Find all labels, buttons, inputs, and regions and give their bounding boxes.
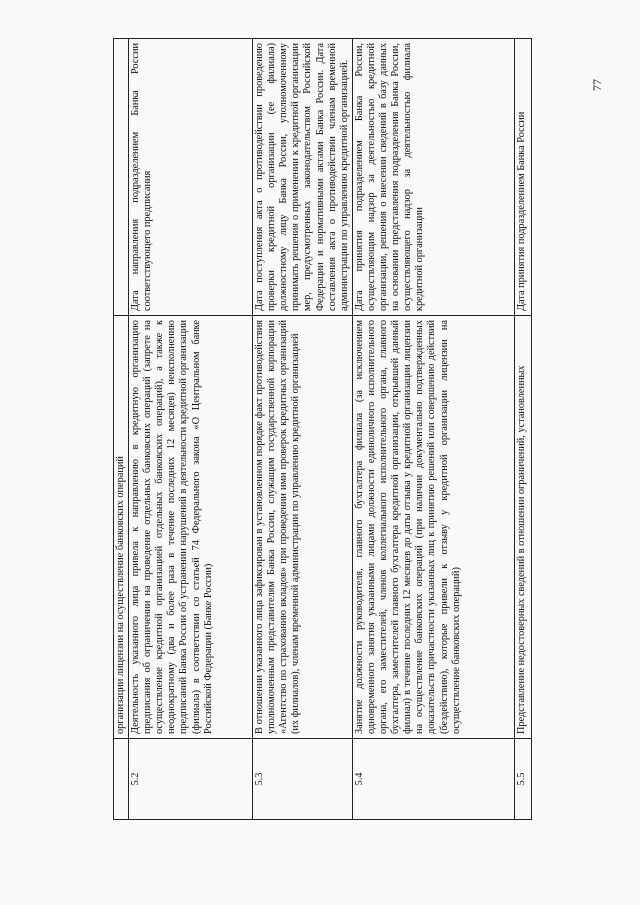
criterion-cell: Занятие должности руководителя, главного бухгалтера филиала (за исключением одновременного занятия указанными лицами должности единоличного исполнительного органа, его заместителей, членов коллегиального исполнительного органа, главного бухгалтера, заместителей главного бухгалтера кредитной организации, открывшей данный филиал) в течение последних 12 месяцев до даты отзыва у кредитной организации лицензии на осуществление банковских операций (при наличии документально подтвержденных доказательств причастности указанных лиц к принятию решений или совершению действий (бездействию), которые привели к отзыву у кредитной организации лицензии на осуществление банковских операций) xyxy=(352,316,514,739)
criterion-cell: организации лицензии на осуществление банковских операций xyxy=(114,316,129,739)
date-cell: Дата поступления акта о противодействии проведению проверки кредитной организации (ее филиала) должностному лицу Банка России, уполномоченному принимать решения о применении к кредитной организации мер, предусмотренных законодательством Российской Федерации и нормативными актами Банка России. Дата составления акта о противодействии членам временной администрации по управлению кредитной организацией. xyxy=(253,39,353,316)
criterion-cell: В отношении указанного лица зафиксирован в установленном порядке факт противодействия уполномоченным представителям Банка России, служащим государственной корпорации «Агентство по страхованию вкладов» при проведении ими проверок кредитных организаций (их филиалов), членам временной администрации по управлению кредитной организацией xyxy=(253,316,353,739)
table-row xyxy=(253,39,353,820)
table-row xyxy=(129,39,253,820)
row-number-cell: 5.4 xyxy=(352,739,514,820)
row-number-cell xyxy=(114,739,129,820)
date-cell: Дата направления подразделением Банка России соответствующего предписания xyxy=(129,39,253,316)
rotated-table-frame xyxy=(113,40,571,820)
table-row xyxy=(352,39,514,820)
criterion-cell: Деятельность указанного лица привела к направлению в кредитную организацию предписания об ограничении на проведение отдельных банковских операций (запрете на осуществление кредитной организацией отдельных банковских операций), а также к неоднократному (два и более раза в течение последних 12 месяцев) неисполнению предписаний Банка России об устранении нарушений в деятельности кредитной организации (филиала) в соответствии со статьей 74 Федерального закона «О Центральном банке Российской Федерации (Банке России) xyxy=(129,316,253,739)
criteria-table xyxy=(113,38,532,820)
row-number-cell: 5.3 xyxy=(253,739,353,820)
criterion-cell: Представление недостоверных сведений в отношении ограничений, установленных xyxy=(514,316,531,739)
table-row xyxy=(114,39,129,820)
date-cell: Дата принятия подразделением Банка России xyxy=(514,39,531,316)
row-number-cell: 5.5 xyxy=(514,739,531,820)
table-row xyxy=(514,39,531,820)
date-cell xyxy=(114,39,129,316)
page-number: 77 xyxy=(590,79,604,91)
row-number-cell: 5.2 xyxy=(129,739,253,820)
date-cell: Дата принятия подразделением Банка России, осуществляющим надзор за деятельностью кредитной организации, решения о внесении сведений в базу данных на основании представления подразделения Банка России, осуществляющего надзор за деятельностью филиала кредитной организации xyxy=(352,39,514,316)
